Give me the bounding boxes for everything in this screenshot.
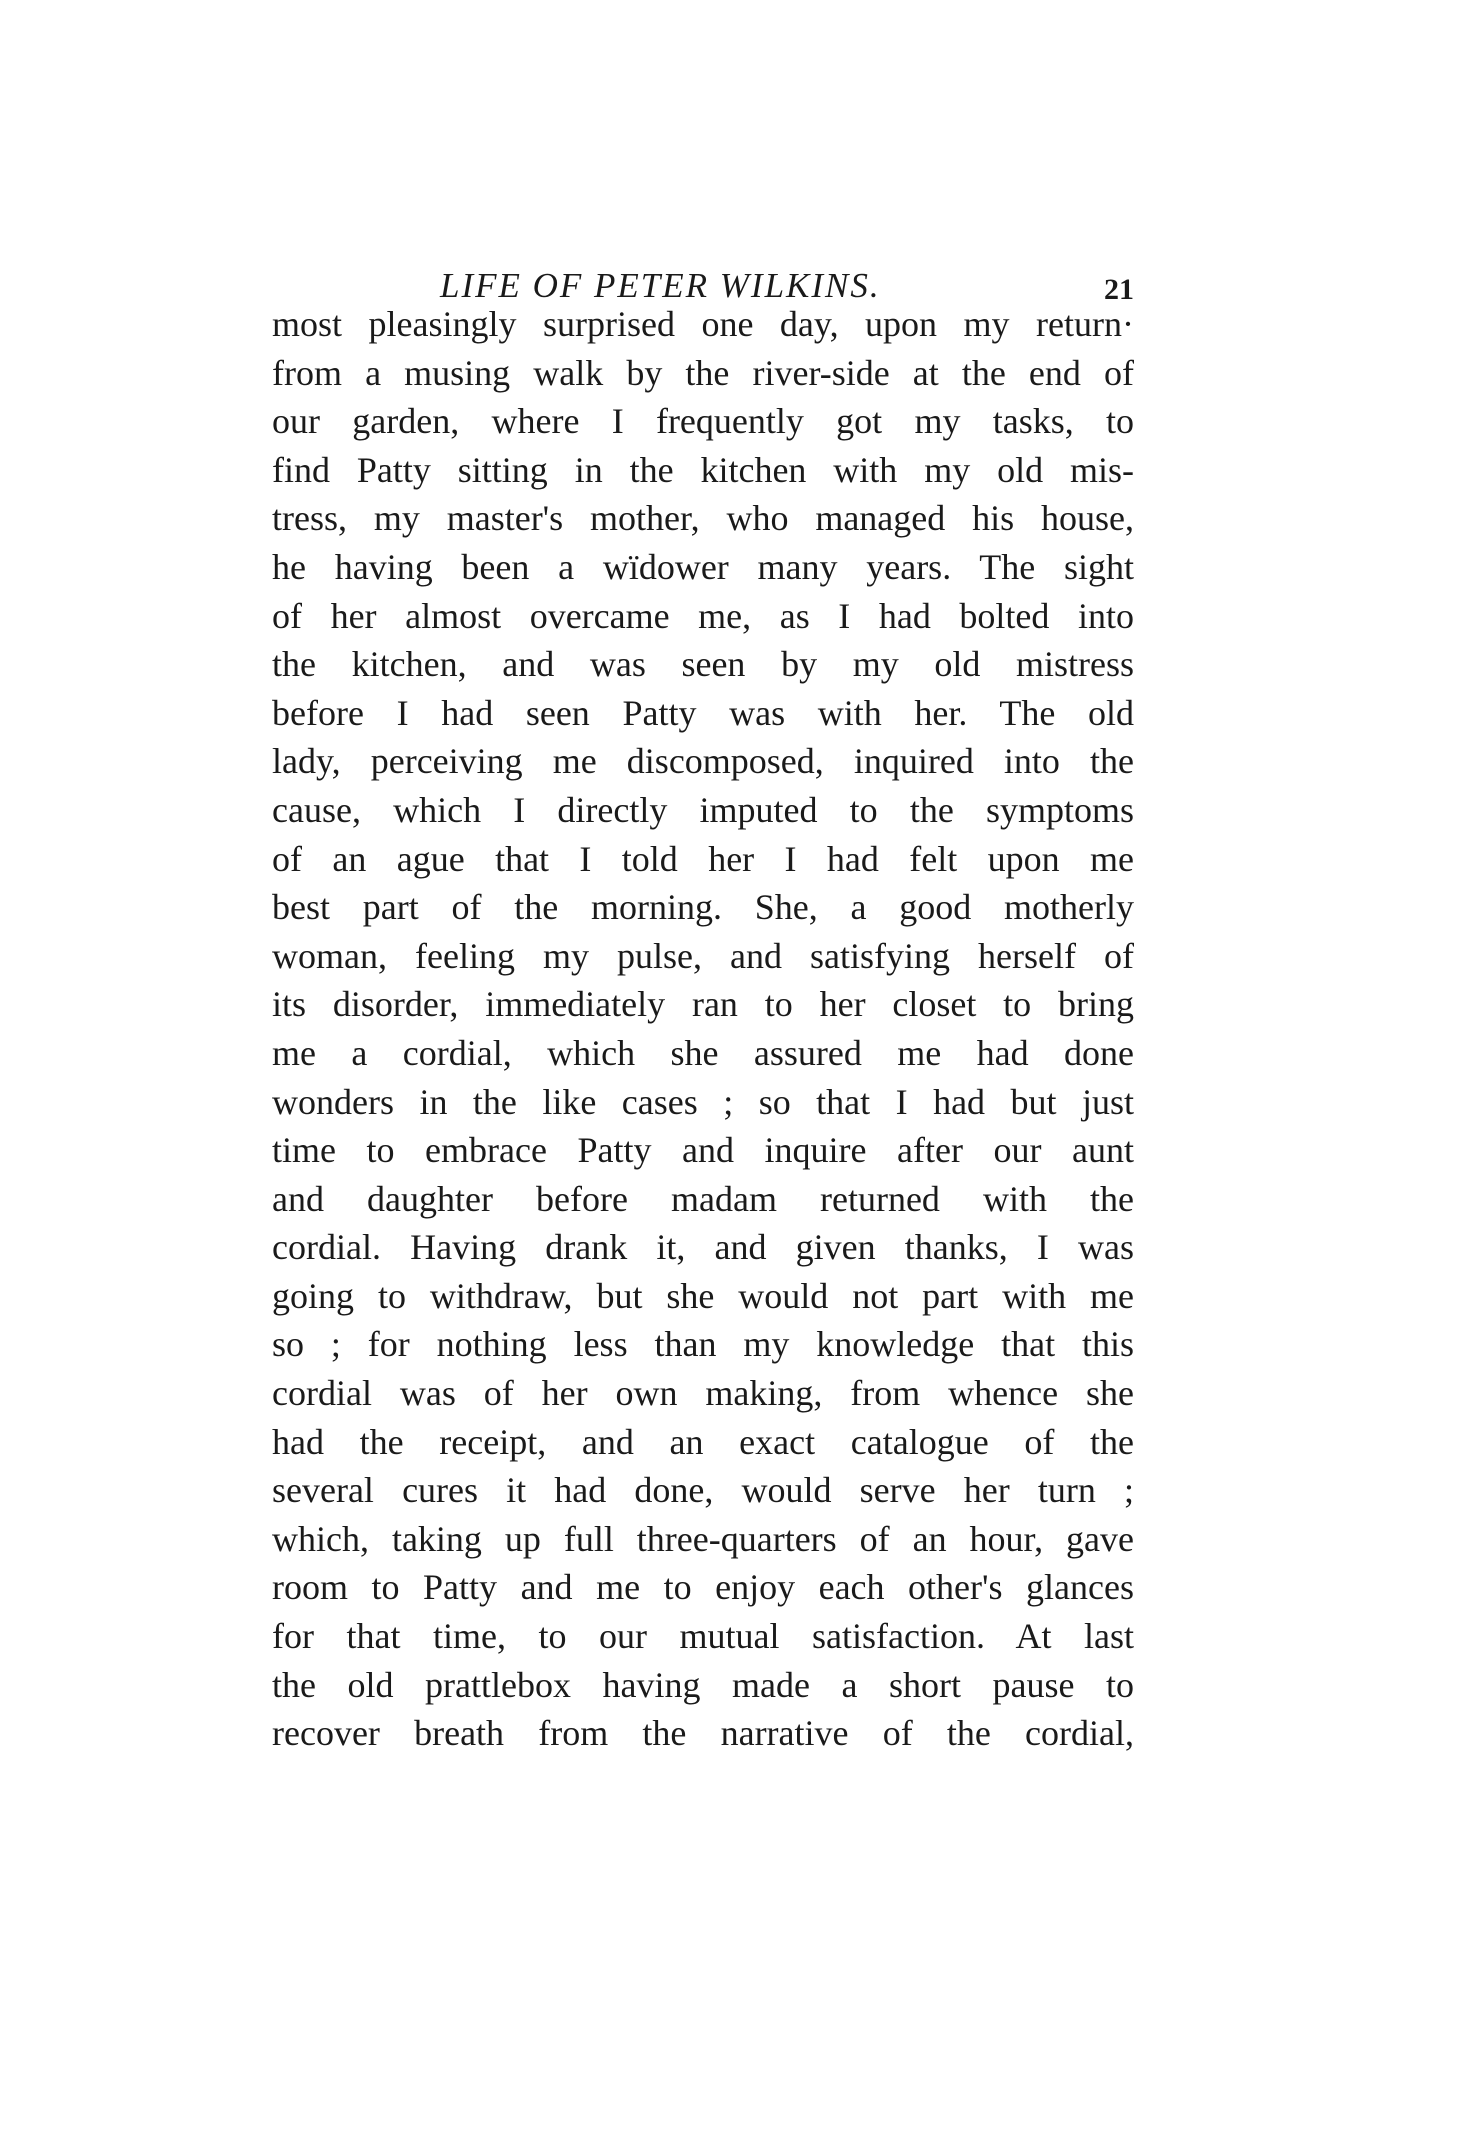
body-text xyxy=(272,300,1134,1758)
text-line: which, taking up full three-quarters of an hour, gave xyxy=(272,1518,1134,1559)
text-line: of her almost overcame me, as I had bolted into xyxy=(272,595,1134,636)
text-line: tress, my master's mother, who managed his house, xyxy=(272,498,1134,539)
text-line: recover breath from the narrative of the cordial, xyxy=(272,1713,1134,1754)
text-line: time to embrace Patty and inquire after our aunt xyxy=(272,1130,1134,1171)
text-line: most pleasingly surprised one day, upon my return· xyxy=(272,304,1134,344)
text-line: me a cordial, which she assured me had done xyxy=(272,1032,1134,1073)
text-line: cordial. Having drank it, and given thanks, I was xyxy=(272,1227,1134,1268)
text-line: the kitchen, and was seen by my old mistress xyxy=(272,644,1134,685)
text-line: the old prattlebox having made a short pause to xyxy=(272,1664,1134,1705)
text-line: woman, feeling my pulse, and satisfying herself of xyxy=(272,935,1134,976)
text-line: going to withdraw, but she would not part with me xyxy=(272,1275,1134,1316)
running-title: LIFE OF PETER WILKINS. xyxy=(440,266,881,305)
text-line: for that time, to our mutual satisfaction. At last xyxy=(272,1616,1134,1657)
page-number: 21 xyxy=(1104,273,1134,306)
text-line: he having been a wïdower many years. The sight xyxy=(272,546,1134,587)
text-line: of an ague that I told her I had felt upon me xyxy=(272,838,1134,879)
text-line: cordial was of her own making, from whence she xyxy=(272,1373,1134,1414)
text-line: lady, perceiving me discomposed, inquired into the xyxy=(272,741,1134,782)
text-line: before I had seen Patty was with her. The old xyxy=(272,692,1134,733)
text-line: cause, which I directly imputed to the symptoms xyxy=(272,789,1134,830)
text-line: several cures it had done, would serve her turn ; xyxy=(272,1470,1134,1511)
text-line: and daughter before madam returned with the xyxy=(272,1178,1134,1219)
text-line: had the receipt, and an exact catalogue of the xyxy=(272,1421,1134,1462)
text-line: find Patty sitting in the kitchen with my old mis- xyxy=(272,449,1134,490)
text-line: best part of the morning. She, a good motherly xyxy=(272,887,1134,928)
text-line: its disorder, immediately ran to her closet to bring xyxy=(272,984,1134,1025)
text-line: wonders in the like cases ; so that I had but just xyxy=(272,1081,1134,1122)
text-line: room to Patty and me to enjoy each other's glances xyxy=(272,1567,1134,1608)
text-line: from a musing walk by the river-side at the end of xyxy=(272,352,1134,393)
text-line: our garden, where I frequently got my tasks, to xyxy=(272,401,1134,442)
text-line: so ; for nothing less than my knowledge that this xyxy=(272,1324,1134,1365)
